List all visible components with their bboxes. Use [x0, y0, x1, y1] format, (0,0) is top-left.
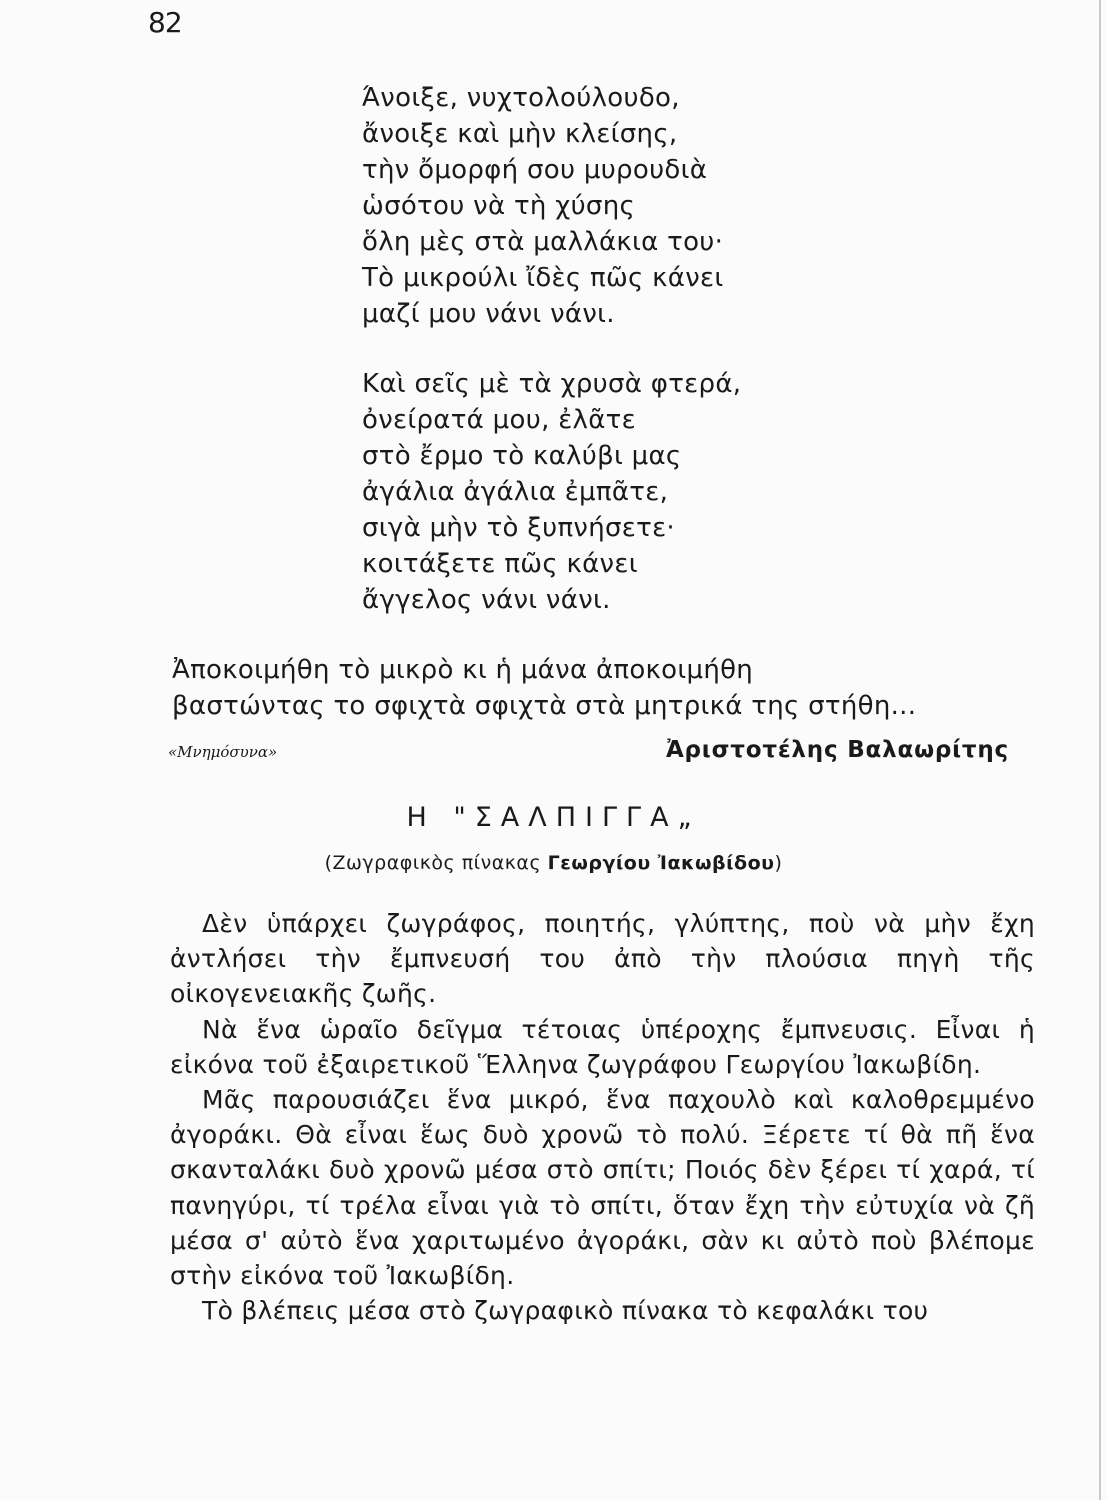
subtitle-prefix: (Ζωγραφικὸς πίνακας [324, 852, 548, 874]
poem-source: «Μνημόσυνα» [168, 743, 278, 761]
poem-line: ὡσότου νὰ τὴ χύσης [362, 191, 636, 221]
poem-line: κοιτάξετε πῶς κάνει [362, 549, 638, 579]
poem-line: ὅλη μὲς στὰ μαλλάκια του· [362, 227, 724, 257]
body-paragraph: Τὸ βλέπεις μέσα στὸ ζωγραφικὸ πίνακα τὸ κεφαλάκι του [202, 1296, 929, 1326]
poem-line: ἄνοιξε καὶ μὴν κλείσης, [362, 119, 678, 149]
poem-line: μαζί μου νάνι νάνι. [362, 299, 615, 329]
body-paragraph: Δὲν ὑπάρχει ζωγράφος, ποιητής, γλύπτης, ποὺ νὰ μὴν ἔχη ἀντλήσει τὴν ἔμπνευσή του ἀπὸ τὴν πλούσια πηγὴ τῆς οἰκογενειακῆς ζωῆς. [170, 909, 1035, 1009]
poem-author: Ἀριστοτέλης Βαλαωρίτης [665, 737, 1009, 763]
subtitle-suffix: ) [774, 852, 783, 874]
section-title: Η "ΣΑΛΠΙΓΓΑ„ [406, 802, 701, 833]
poem-closing-couplet [172, 652, 916, 724]
section-subtitle [0, 848, 1107, 878]
page-edge-rule [1099, 0, 1101, 1500]
poem-line: Ἀποκοιμήθη τὸ μικρὸ κι ἡ μάνα ἀποκοιμήθη [172, 655, 754, 685]
poem-stanza-1 [362, 80, 724, 332]
poem-line: ἀγάλια ἀγάλια ἐμπᾶτε, [362, 477, 669, 507]
poem-line: ὀνείρατά μου, ἐλᾶτε [362, 405, 636, 435]
article-body [170, 906, 1035, 1328]
poem-stanza-2 [362, 366, 741, 618]
poem-line: τὴν ὄμορφή σου μυρουδιὰ [362, 155, 708, 185]
poem-line: βαστώντας το σφιχτὰ σφιχτὰ στὰ μητρικά της στήθη... [172, 691, 917, 721]
poem-line: ἄγγελος νάνι νάνι. [362, 585, 611, 615]
poem-line: σιγὰ μὴν τὸ ξυπνήσετε· [362, 513, 676, 543]
poem-line: Τὸ μικρούλι ἴδὲς πῶς κάνει [362, 263, 724, 293]
body-paragraph: Μᾶς παρουσιάζει ἕνα μικρό, ἕνα παχουλὸ καὶ καλοθρεμμένο ἀγοράκι. Θὰ εἶναι ἕως δυὸ χρονῶ τὸ πολύ. Ξέρετε τί θὰ πῆ ἕνα σκανταλάκι δυὸ χρονῶ μέσα στὸ σπίτι; Ποιός δὲν ξέρει τί χαρά, τί πανηγύρι, τί τρέλα εἶναι γιὰ τὸ σπίτι, ὅταν ἔχη τὴν εὐτυχία νὰ ζῆ μέσα σ' αὐτὸ ἕνα χαριτωμένο ἀγοράκι, σὰν κι αὐτὸ ποὺ βλέπομε στὴν εἰκόνα τοῦ Ἰακωβίδη. [170, 1085, 1035, 1291]
page-number: 82 [148, 6, 182, 39]
poem-line: στὸ ἔρμο τὸ καλύβι μας [362, 441, 682, 471]
subtitle-painter-name: Γεωργίου Ἰακωβίδου [547, 852, 775, 874]
poem-line: Καὶ σεῖς μὲ τὰ χρυσὰ φτερά, [362, 369, 742, 399]
poem-line: Άνοιξε, νυχτολούλουδο, [362, 83, 680, 113]
body-paragraph: Νὰ ἕνα ὡραῖο δεῖγμα τέτοιας ὑπέροχης ἔμπνευσις. Εἶναι ἡ εἰκόνα τοῦ ἐξαιρετικοῦ Ἕλληνα ζωγράφου Γεωργίου Ἰακωβίδη. [170, 1014, 1035, 1079]
